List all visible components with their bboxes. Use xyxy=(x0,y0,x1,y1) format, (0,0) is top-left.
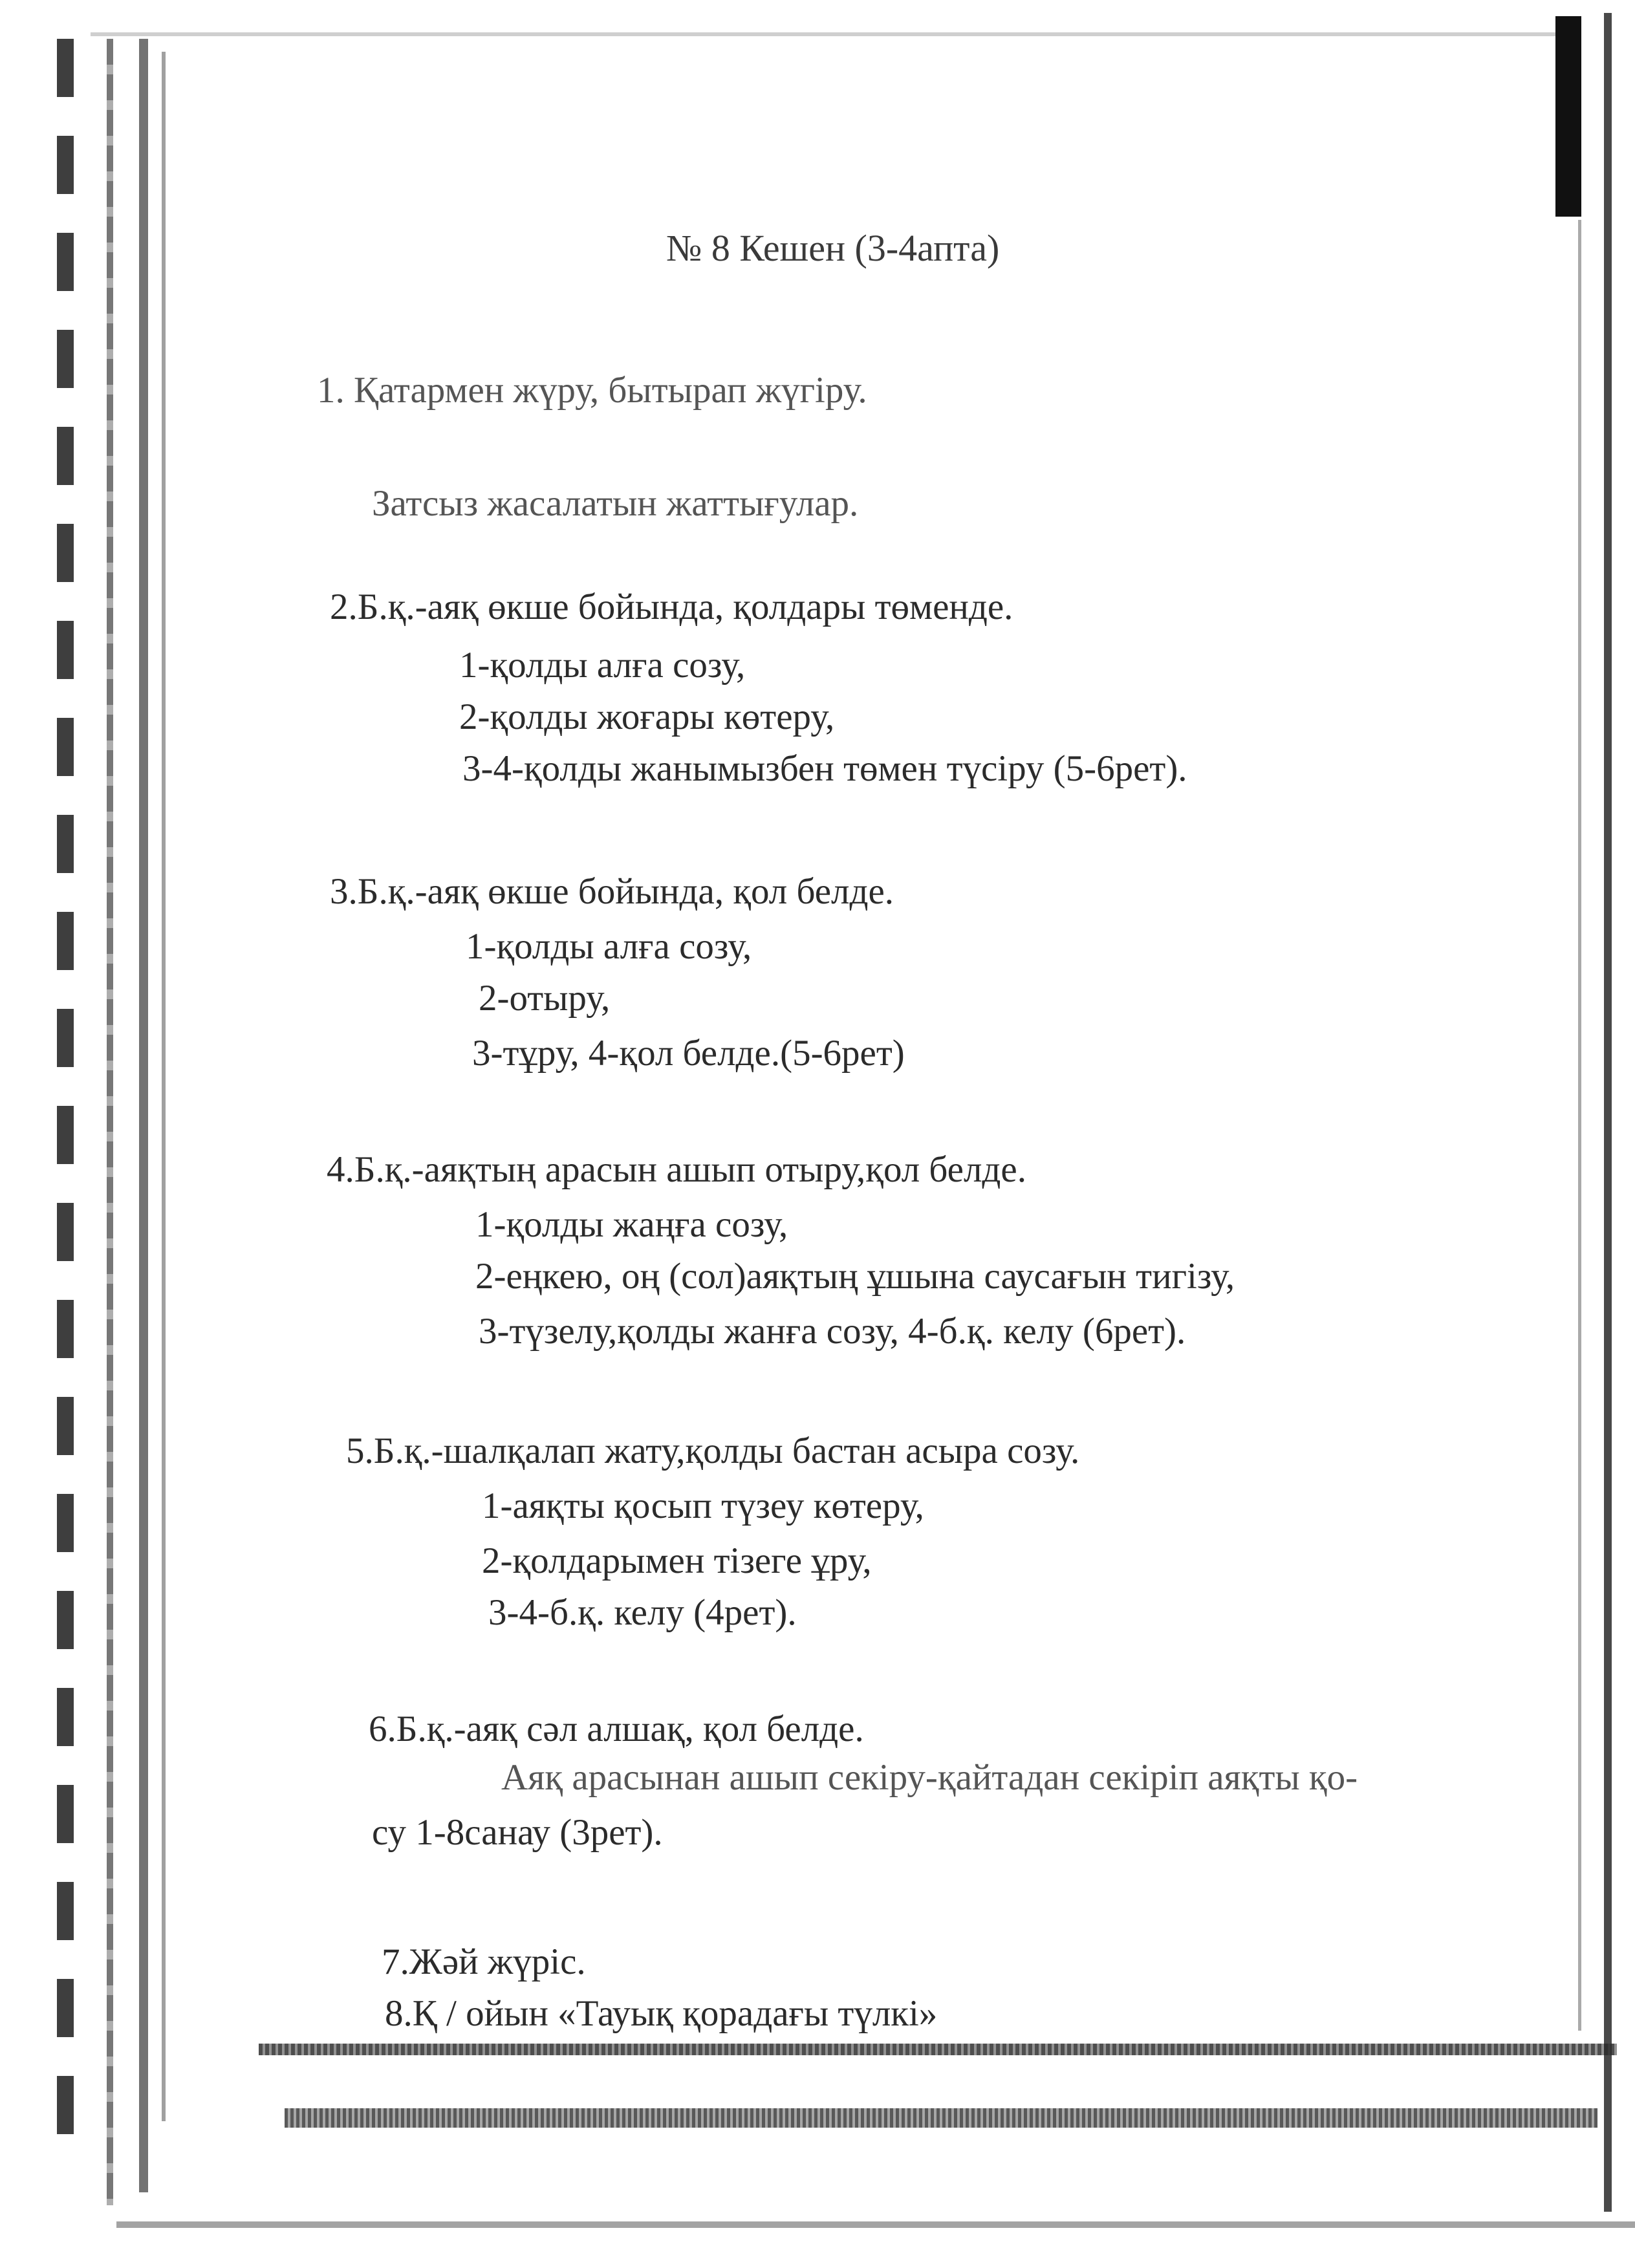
exercise-2-step-3: 3-4-қолды жанымызбен төмен түсіру (5-6рет). xyxy=(462,748,1187,789)
scan-border-right-line xyxy=(1604,13,1612,2212)
scan-border-left-line-inner xyxy=(139,39,148,2192)
exercise-2-step-2: 2-қолды жоғары көтеру, xyxy=(459,697,835,737)
exercise-4-step-2: 2-еңкею, оң (сол)аяқтың ұшына саусағын тигізу, xyxy=(475,1256,1235,1297)
exercise-4-step-3: 3-түзелу,қолды жанға созу, 4-б.қ. келу (6рет). xyxy=(479,1311,1186,1352)
exercise-8-game: 8.Қ / ойын «Тауық қорадағы түлкі» xyxy=(385,1993,938,2034)
exercise-3-step-3: 3-тұру, 4-қол белде.(5-6рет) xyxy=(472,1033,905,1074)
scan-border-right-bar xyxy=(1555,16,1581,217)
exercise-6-description-cont: су 1-8санау (3рет). xyxy=(372,1812,663,1853)
exercise-3-heading: 3.Б.қ.-аяқ өкше бойында, қол белде. xyxy=(330,871,894,912)
scan-border-left-dashes xyxy=(57,39,74,2141)
scan-border-left-line-thin xyxy=(162,52,166,2121)
document-title: № 8 Кешен (3-4апта) xyxy=(666,227,1000,269)
exercise-4-step-1: 1-қолды жаңға созу, xyxy=(475,1204,788,1245)
scan-border-bottom-inner xyxy=(259,2044,1617,2055)
exercise-4-heading: 4.Б.қ.-аяқтың арасын ашып отыру,қол белде. xyxy=(327,1149,1026,1190)
exercise-6-heading: 6.Б.қ.-аяқ сәл алшақ, қол белде. xyxy=(369,1709,864,1749)
exercise-3-step-1: 1-қолды алға созу, xyxy=(466,926,752,967)
scan-border-top xyxy=(91,32,1578,36)
exercise-7: 7.Жәй жүріс. xyxy=(382,1941,586,1982)
scan-border-right-inner xyxy=(1578,220,1581,2031)
scan-border-bottom xyxy=(285,2108,1597,2128)
exercise-2-step-1: 1-қолды алға созу, xyxy=(459,645,746,686)
exercise-2-heading: 2.Б.қ.-аяқ өкше бойында, қолдары төменде. xyxy=(330,587,1013,627)
exercise-3-step-2: 2-отыру, xyxy=(479,978,611,1019)
exercise-6-description: Аяқ арасынан ашып секіру-қайтадан секіріп аяқты қо- xyxy=(501,1757,1358,1798)
exercise-5-step-2: 2-қолдарымен тізеге ұру, xyxy=(482,1540,872,1581)
exercise-5-heading: 5.Б.қ.-шалқалап жату,қолды бастан асыра созу. xyxy=(346,1431,1080,1471)
exercise-1: 1. Қатармен жүру, бытырап жүгіру. xyxy=(317,370,867,411)
exercise-5-step-1: 1-аяқты қосып түзеу көтеру, xyxy=(482,1485,924,1526)
section-subtitle: Затсыз жасалатын жаттығулар. xyxy=(372,483,859,524)
scan-border-bottom-outer xyxy=(116,2221,1635,2228)
scan-border-left-line xyxy=(107,39,113,2205)
exercise-5-step-3: 3-4-б.қ. келу (4рет). xyxy=(488,1592,797,1633)
